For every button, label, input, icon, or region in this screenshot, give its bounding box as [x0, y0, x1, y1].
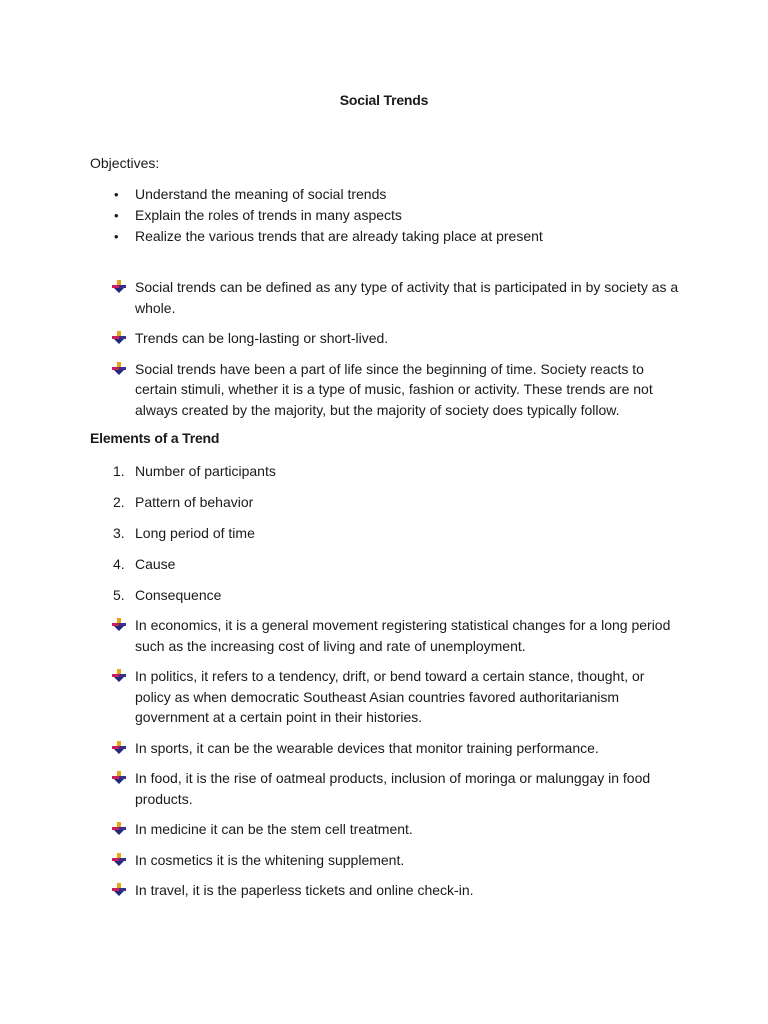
point-text: Social trends can be defined as any type of activity that is participated in by society as a whole.	[135, 279, 679, 316]
arrow-bullet-icon	[112, 331, 126, 345]
page-title: Social Trends	[339, 92, 429, 108]
arrow-bullet-icon	[112, 883, 126, 897]
objectives-list	[90, 184, 690, 247]
arrow-bullet-icon	[112, 280, 126, 294]
list-item	[90, 738, 680, 759]
point-text: Trends can be long-lasting or short-lived.	[135, 330, 389, 346]
element-text: Long period of time	[135, 524, 255, 541]
list-item	[90, 880, 680, 901]
arrow-bullet-icon	[112, 362, 126, 376]
arrow-bullet-icon	[112, 618, 126, 632]
examples-list	[90, 615, 680, 911]
arrow-bullet-icon	[112, 669, 126, 683]
intro-points-list	[90, 277, 680, 430]
objective-text: Explain the roles of trends in many aspects	[135, 207, 402, 223]
list-item	[90, 277, 680, 318]
arrow-bullet-icon	[112, 853, 126, 867]
list-number: 2.	[113, 493, 125, 510]
example-text: In medicine it can be the stem cell treatment.	[135, 821, 413, 837]
bullet-icon: •	[114, 187, 119, 202]
list-number: 5.	[113, 586, 125, 603]
elements-list	[90, 461, 680, 615]
list-item	[90, 226, 690, 247]
element-text: Consequence	[135, 586, 222, 603]
element-text: Pattern of behavior	[135, 493, 254, 510]
objective-text: Understand the meaning of social trends	[135, 186, 387, 202]
bullet-icon: •	[114, 229, 119, 244]
list-item	[90, 184, 690, 205]
list-item	[90, 554, 680, 575]
objective-text: Realize the various trends that are already taking place at present	[135, 228, 543, 244]
list-item	[90, 205, 690, 226]
arrow-bullet-icon	[112, 822, 126, 836]
point-text: Social trends have been a part of life since the beginning of time. Society reacts to certain stimuli, whether it is a type of music, fashion or activity. These trends are not always created by the majority, but the majority of society does typically follow.	[135, 360, 653, 418]
example-text: In travel, it is the paperless tickets and online check-in.	[135, 882, 474, 898]
element-text: Number of participants	[135, 463, 276, 479]
list-item	[90, 615, 680, 656]
section-heading: Elements of a Trend	[90, 430, 220, 446]
list-item	[90, 850, 680, 871]
list-number: 4.	[113, 555, 125, 572]
list-item	[90, 523, 680, 544]
example-text: In economics, it is a general movement registering statistical changes for a long period such as the increasing cost of living and rate of unemployment.	[135, 617, 671, 654]
list-item	[90, 492, 680, 513]
element-text: Cause	[135, 555, 176, 572]
list-item	[90, 819, 680, 840]
example-text: In food, it is the rise of oatmeal products, inclusion of moringa or malunggay in food products.	[135, 770, 651, 807]
list-item	[90, 461, 680, 482]
list-item	[90, 666, 680, 728]
example-text: In politics, it refers to a tendency, drift, or bend toward a certain stance, thought, or policy as when democratic Southeast Asian countries favored authoritarianism government at a certain point in their histories.	[135, 668, 645, 725]
bullet-icon: •	[114, 208, 119, 223]
list-item	[90, 768, 680, 809]
list-item	[90, 328, 680, 349]
list-number: 1.	[113, 463, 125, 479]
example-text: In cosmetics it is the whitening supplement.	[135, 851, 405, 868]
list-item	[90, 359, 680, 421]
arrow-bullet-icon	[112, 741, 126, 755]
list-item	[90, 585, 680, 606]
objectives-label: Objectives:	[90, 155, 160, 171]
list-number: 3.	[113, 524, 125, 541]
arrow-bullet-icon	[112, 771, 126, 785]
example-text: In sports, it can be the wearable devices that monitor training performance.	[135, 739, 599, 756]
